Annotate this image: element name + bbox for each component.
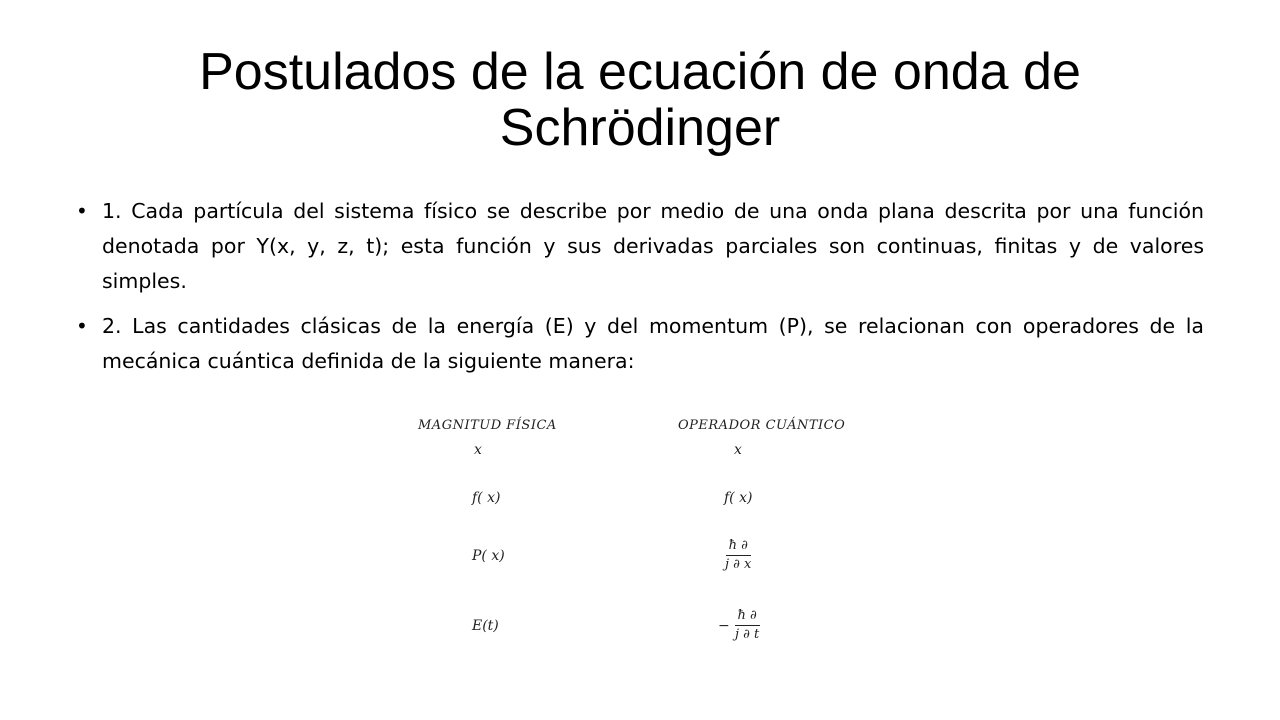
minus-sign: − [718, 618, 730, 634]
row-fx-magnitude: f( x) [472, 490, 501, 506]
row-et-operator-fraction [732, 608, 762, 643]
bullet-item [76, 309, 1204, 379]
bullet-marker: • [76, 314, 88, 338]
row-px-operator-fraction [722, 538, 754, 573]
fraction-numerator: ħ ∂ [726, 538, 751, 556]
header-operator: OPERADOR CUÁNTICO [678, 418, 846, 433]
operator-table [410, 414, 890, 674]
row-et-magnitude: E(t) [472, 618, 499, 634]
row-fx-operator: f( x) [724, 490, 753, 506]
bullet-list [76, 194, 1204, 389]
row-x-operator: x [734, 442, 742, 458]
fraction-denominator: j ∂ x [725, 557, 752, 572]
slide-title: Postulados de la ecuación de onda de Schrödinger [199, 43, 1081, 157]
row-x-magnitude: x [474, 442, 482, 458]
bullet-marker: • [76, 199, 88, 223]
header-magnitude: MAGNITUD FÍSICA [418, 418, 557, 433]
bullet-item [76, 194, 1204, 299]
bullet-text: 2. Las cantidades clásicas de la energía (E) y del momentum (P), se relacionan con operadores de la mecánica cuántica definida de la siguiente manera: [102, 314, 1204, 373]
row-px-magnitude: P( x) [472, 548, 505, 564]
fraction-numerator: ħ ∂ [735, 608, 760, 626]
bullet-text: 1. Cada partícula del sistema físico se describe por medio de una onda plana descrita por una función denotada por Y(x, y, z, t); esta función y sus derivadas parciales son continuas, finitas y de valores simples. [102, 199, 1204, 293]
fraction-denominator: j ∂ t [735, 627, 760, 642]
